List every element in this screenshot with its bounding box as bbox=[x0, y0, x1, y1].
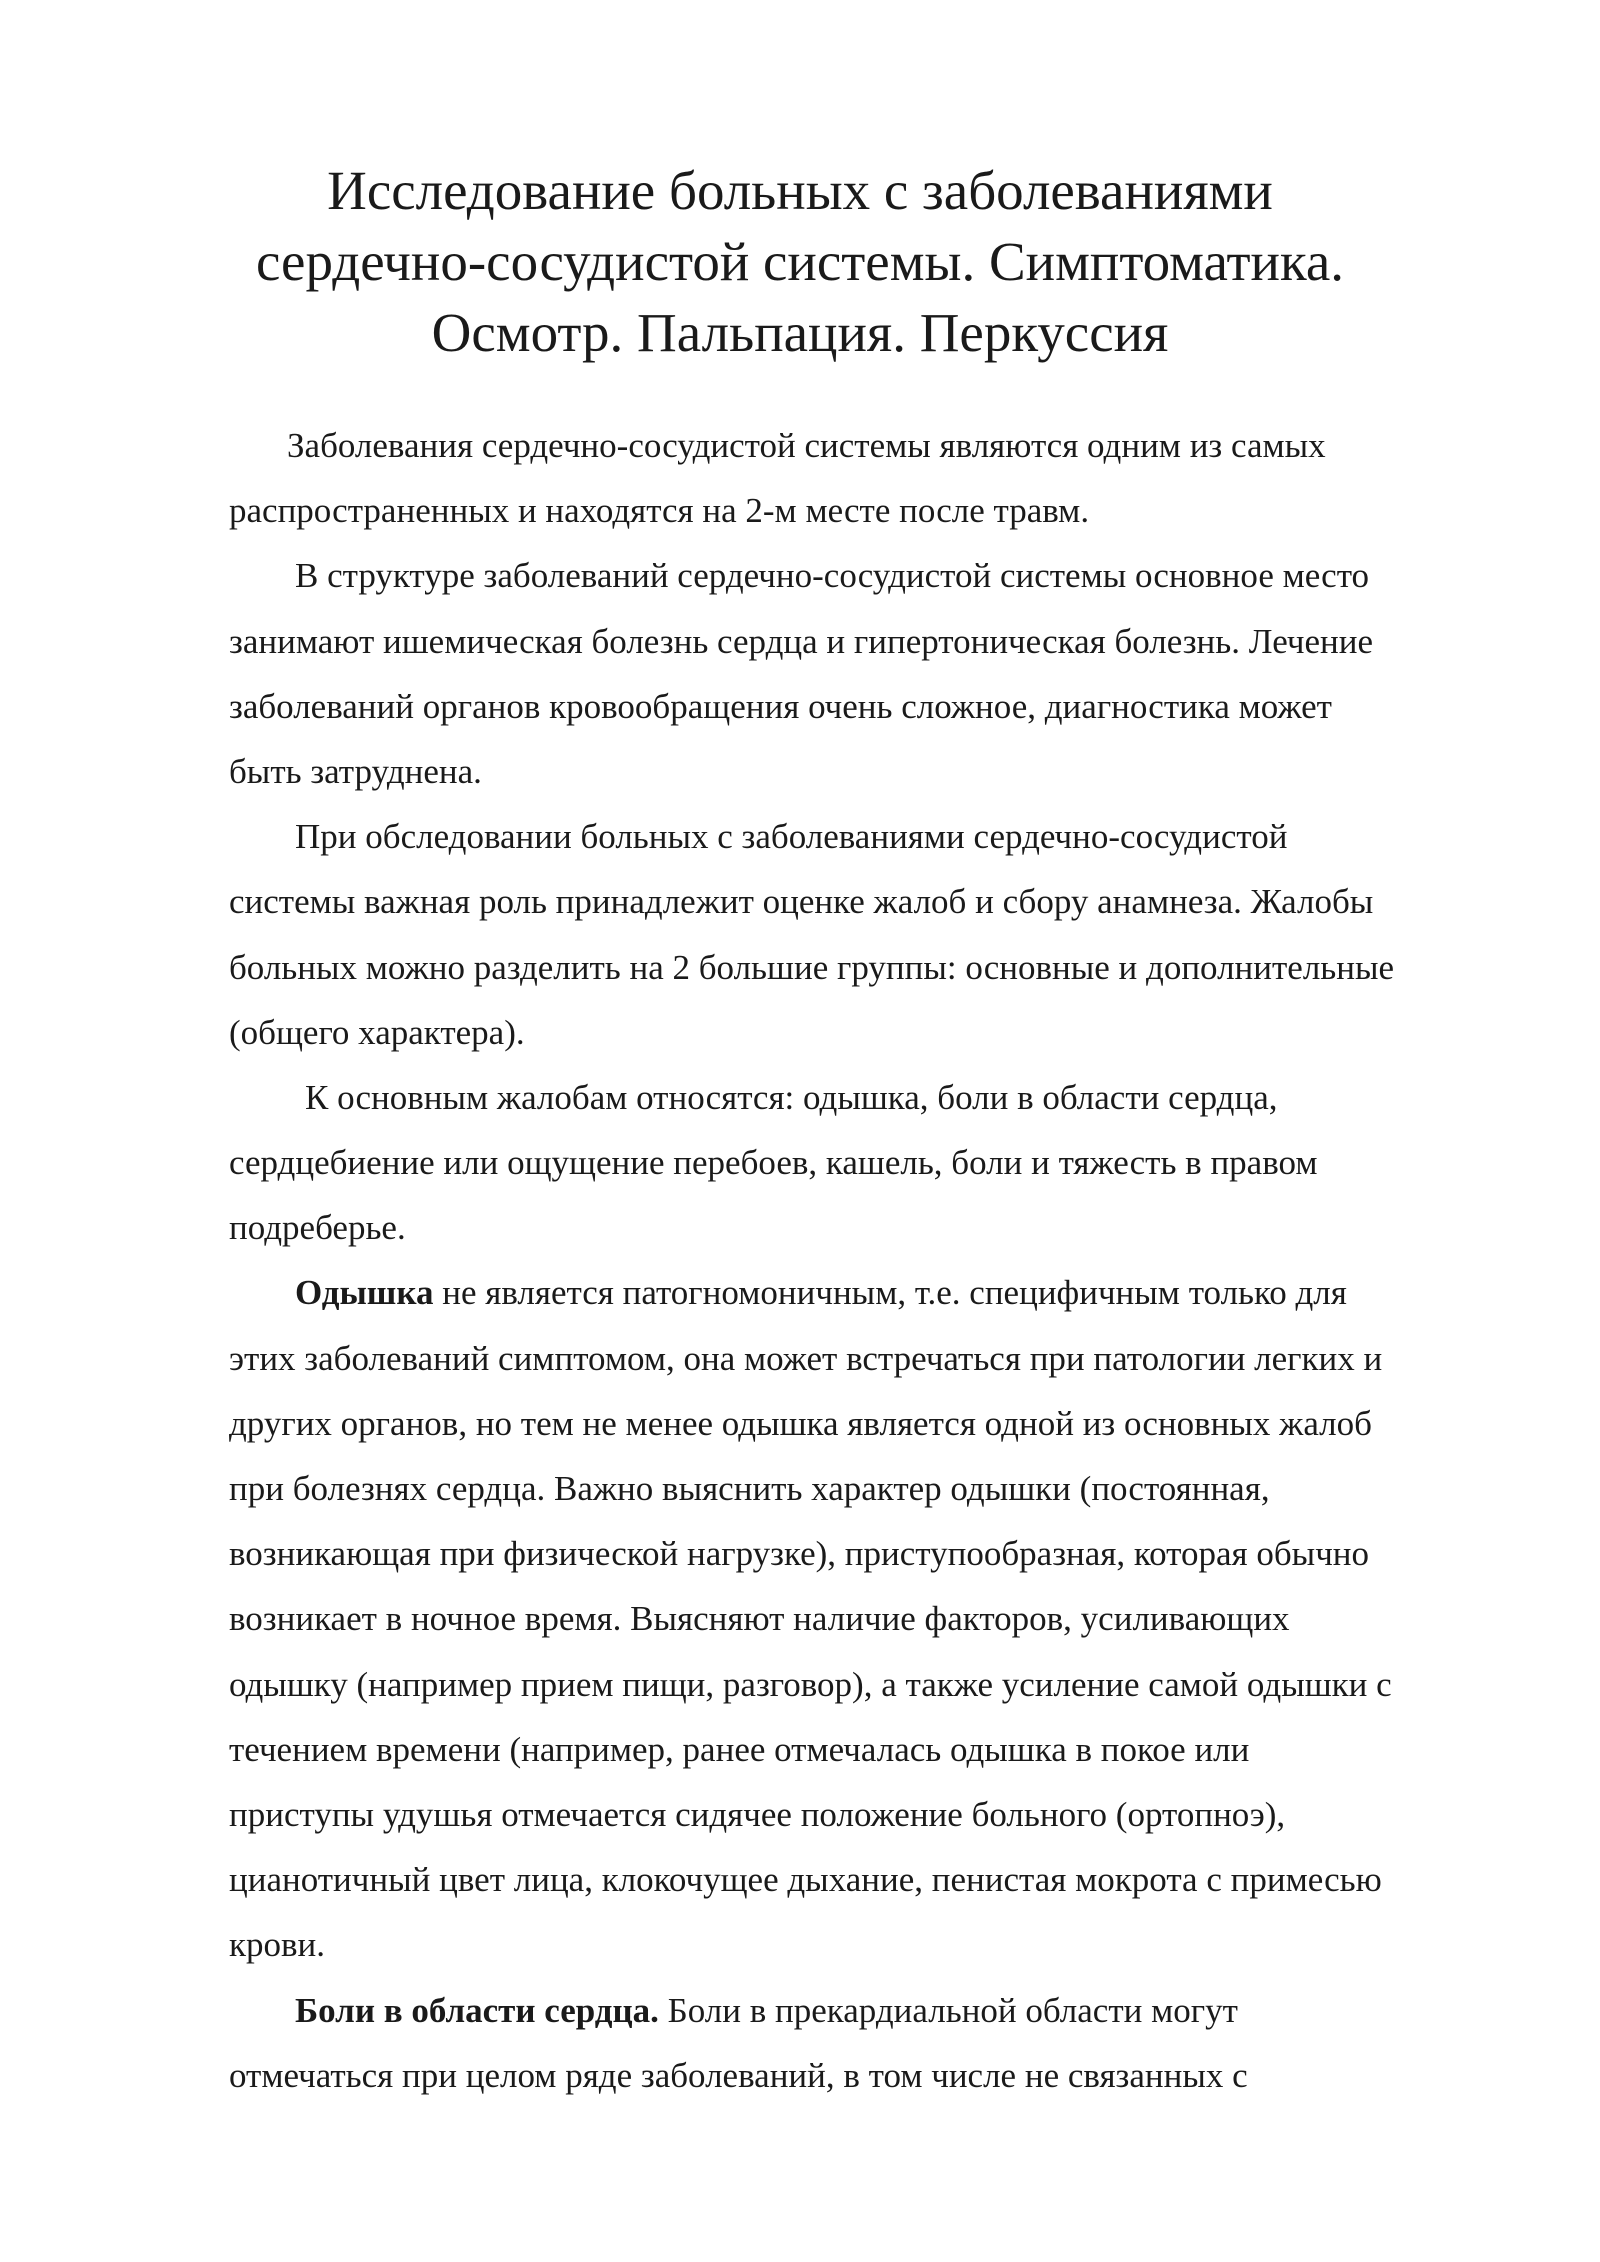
paragraph-line: крови. bbox=[229, 1925, 326, 1965]
paragraph-line: сердцебиение или ощущение перебоев, кашель, боли и тяжесть в правом bbox=[229, 1143, 1318, 1183]
paragraph-line: При обследовании больных с заболеваниями сердечно-сосудистой bbox=[295, 817, 1288, 857]
paragraph-line: занимают ишемическая болезнь сердца и гипертоническая болезнь. Лечение bbox=[229, 621, 1374, 661]
paragraph-line: течением времени (например, ранее отмечалась одышка в покое или bbox=[229, 1729, 1250, 1769]
paragraph-line: подреберье. bbox=[229, 1208, 406, 1248]
paragraph-text: Боли в прекардиальной области могут bbox=[658, 1990, 1238, 2030]
paragraph-line: приступы удушья отмечается сидячее положение больного (ортопноэ), bbox=[229, 1794, 1286, 1834]
document-body bbox=[229, 413, 1519, 2108]
paragraph-line: возникающая при физической нагрузке), приступообразная, которая обычно bbox=[229, 1534, 1370, 1574]
paragraph-line: (общего характера). bbox=[229, 1012, 525, 1052]
paragraph-line: заболеваний органов кровообращения очень сложное, диагностика может bbox=[229, 686, 1332, 726]
paragraph-line: цианотичный цвет лица, клокочущее дыхание, пенистая мокрота с примесью bbox=[229, 1860, 1382, 1900]
paragraph-line: К основным жалобам относятся: одышка, боли в области сердца, bbox=[305, 1077, 1278, 1117]
paragraph-line: распространенных и находятся на 2-м месте после травм. bbox=[229, 491, 1090, 531]
paragraph-line: больных можно разделить на 2 большие группы: основные и дополнительные bbox=[229, 947, 1395, 987]
paragraph-line bbox=[229, 1978, 1519, 2043]
paragraph-line: возникает в ночное время. Выясняют наличие факторов, усиливающих bbox=[229, 1599, 1290, 1639]
title-line: Исследование больных с заболеваниями bbox=[327, 160, 1273, 221]
title-line: Осмотр. Пальпация. Перкуссия bbox=[431, 302, 1169, 363]
paragraph-line: системы важная роль принадлежит оценке жалоб и сбору анамнеза. Жалобы bbox=[229, 882, 1374, 922]
paragraph-line: Заболевания сердечно-сосудистой системы являются одним из самых bbox=[287, 426, 1326, 465]
term-dyspnea: Одышка bbox=[295, 1273, 434, 1313]
paragraph-line: быть затруднена. bbox=[229, 751, 482, 791]
term-heart-pain: Боли в области сердца. bbox=[295, 1990, 659, 2030]
title-line: сердечно-сосудистой системы. Симптоматика. bbox=[255, 231, 1345, 292]
paragraph-text: не является патогномоничным, т.е. специфичным только для bbox=[433, 1273, 1347, 1313]
paragraph-line: других органов, но тем не менее одышка является одной из основных жалоб bbox=[229, 1403, 1372, 1443]
paragraph-line: отмечаться при целом ряде заболеваний, в том числе не связанных с bbox=[229, 2055, 1248, 2095]
paragraph-line: этих заболеваний симптомом, она может встречаться при патологии легких и bbox=[229, 1338, 1383, 1378]
paragraph-line: одышку (например прием пищи, разговор), а также усиление самой одышки с bbox=[229, 1664, 1392, 1704]
paragraph-line bbox=[229, 1260, 1519, 1325]
document-title bbox=[180, 155, 1420, 368]
paragraph-line: В структуре заболеваний сердечно-сосудистой системы основное место bbox=[295, 556, 1370, 596]
paragraph-line: при болезнях сердца. Важно выяснить характер одышки (постоянная, bbox=[229, 1469, 1270, 1508]
